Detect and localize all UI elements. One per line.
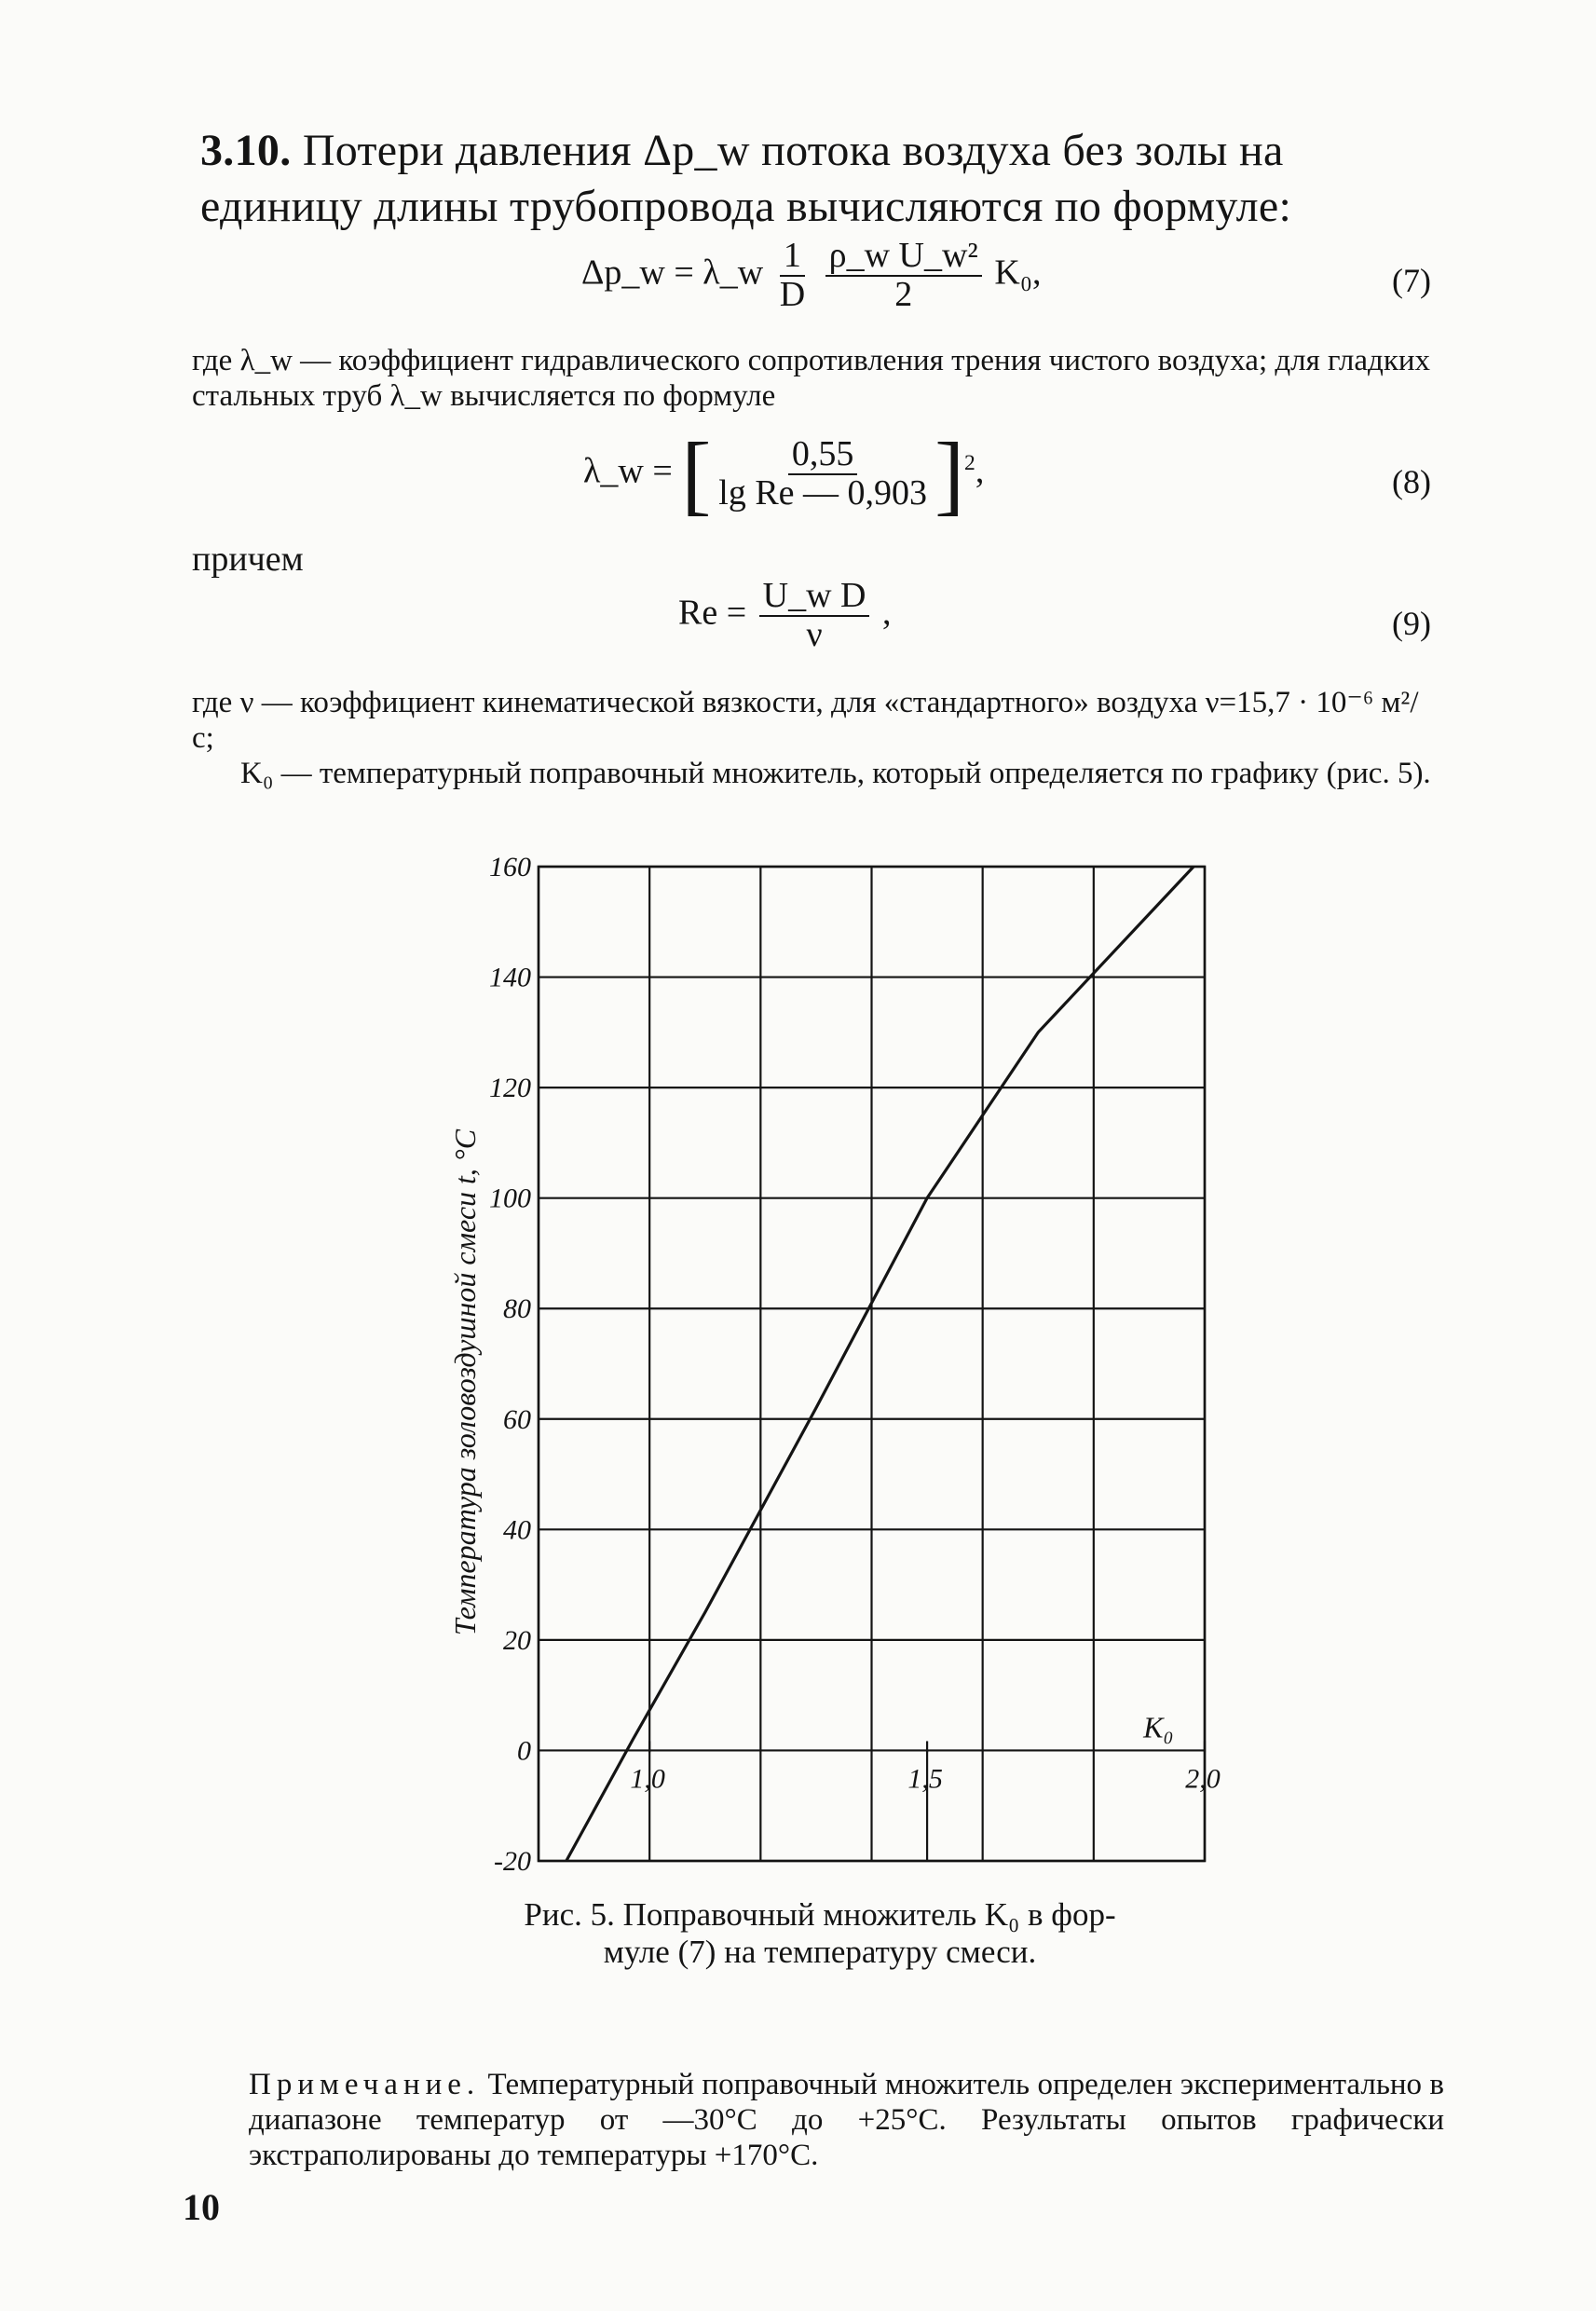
formula-7-frac-2-den: 2	[894, 274, 913, 314]
chart-line-layer	[566, 867, 1194, 1861]
chart-series-line	[566, 867, 1194, 1861]
formula-7-lhs: Δp_w = λ_w	[581, 253, 764, 293]
definition-nu-prefix: где ν —	[192, 686, 293, 719]
chart-y-tick-label: 60	[503, 1403, 531, 1435]
definition-k0-prefix: K₀ —	[240, 757, 312, 790]
formula-7-frac-1	[776, 238, 809, 314]
chart-y-tick-label: 40	[503, 1514, 531, 1546]
chart-y-axis-label: Температура золовоздушной смеси t, °C	[448, 1128, 482, 1636]
figure-caption-line-2: муле (7) на температуру смеси.	[603, 1934, 1037, 1970]
note-paragraph	[249, 2067, 1444, 2173]
chart-y-tick-label: 20	[503, 1624, 531, 1656]
definition-nu	[192, 685, 1440, 756]
formula-8-num: 0,55	[788, 436, 858, 475]
formula-9-number: (9)	[1392, 605, 1431, 642]
formula-7-frac-1-den: D	[779, 274, 806, 314]
chart-x-tick-label: 2,0	[1185, 1763, 1221, 1795]
definition-nu-text: коэффициент кинематической вязкости, для «стандартного» воздуха ν=15,7 · 10⁻⁶ м²/с;	[192, 686, 1419, 755]
chart-y-tick-label: 140	[489, 962, 531, 993]
chart-y-tick-label: -20	[494, 1846, 531, 1877]
note-text: Температурный поправочный множитель определен экспериментально в диапазоне температур от —30°С до +25°С. Результаты опытов графически экстраполированы до температуры +170°С.	[249, 2068, 1444, 2172]
formula-8-exponent: 2	[964, 450, 975, 475]
chart-y-tick-label: 80	[503, 1293, 531, 1325]
chart-y-tick-label: 160	[489, 852, 531, 882]
definition-k0	[240, 756, 1440, 791]
chart-y-tick-label: 100	[489, 1183, 531, 1214]
formula-8	[583, 423, 985, 524]
section-lead-text: Потери давления Δp_w потока воздуха без золы на единицу длины трубопровода вычисляются по формуле:	[200, 126, 1292, 231]
formula-9-den: ν	[806, 614, 823, 654]
formula-8-den: lg Re — 0,903	[718, 472, 928, 513]
section-number: 3.10.	[200, 126, 292, 175]
figure-caption	[438, 1896, 1202, 1971]
formula-9	[678, 578, 891, 654]
chart-grid	[539, 867, 1205, 1861]
page-number: 10	[183, 2186, 220, 2228]
formula-8-lhs: λ_w =	[583, 451, 673, 491]
chart-x-axis-label: K₀	[1143, 1710, 1174, 1744]
formula-8-tail: ,	[975, 451, 985, 491]
formula-9-tail: ,	[881, 593, 892, 633]
formula-8-number: (8)	[1392, 463, 1431, 500]
lambda-description: где λ_w — коэффициент гидравлического сопротивления трения чистого воздуха; для гладких стальных труб λ_w вычисляется по формуле	[192, 344, 1431, 413]
formula-8-right-bracket: ]	[934, 423, 965, 524]
chart-x-tick-label: 1,0	[630, 1763, 665, 1795]
definition-k0-text: температурный поправочный множитель, который определяется по графику (рис. 5).	[319, 757, 1431, 790]
chart-ticks	[489, 852, 1221, 1877]
formula-9-lhs: Re =	[678, 593, 747, 633]
chart-x-tick-label: 1,5	[907, 1763, 943, 1795]
note-label: Примечание.	[249, 2068, 481, 2101]
prichem-word: причем	[192, 540, 304, 579]
figure-caption-line-1: Рис. 5. Поправочный множитель K₀ в фор-	[524, 1896, 1116, 1933]
section-3-10-paragraph	[200, 123, 1439, 235]
formula-7-number: (7)	[1392, 262, 1431, 299]
formula-7	[581, 238, 1042, 314]
formula-7-frac-1-num: 1	[780, 238, 805, 277]
temperature-k0-chart	[410, 843, 1248, 1887]
formula-7-frac-2-num: ρ_w U_w²	[825, 238, 982, 277]
formula-7-tail: K₀,	[994, 253, 1042, 293]
formula-8-left-bracket: [	[681, 423, 712, 524]
chart-y-tick-label: 0	[517, 1735, 531, 1767]
chart-y-tick-label: 120	[489, 1073, 531, 1104]
formula-7-frac-2	[825, 238, 982, 314]
formula-9-num: U_w D	[759, 578, 870, 617]
formula-8-frac	[715, 436, 931, 513]
formula-9-frac	[759, 578, 870, 654]
